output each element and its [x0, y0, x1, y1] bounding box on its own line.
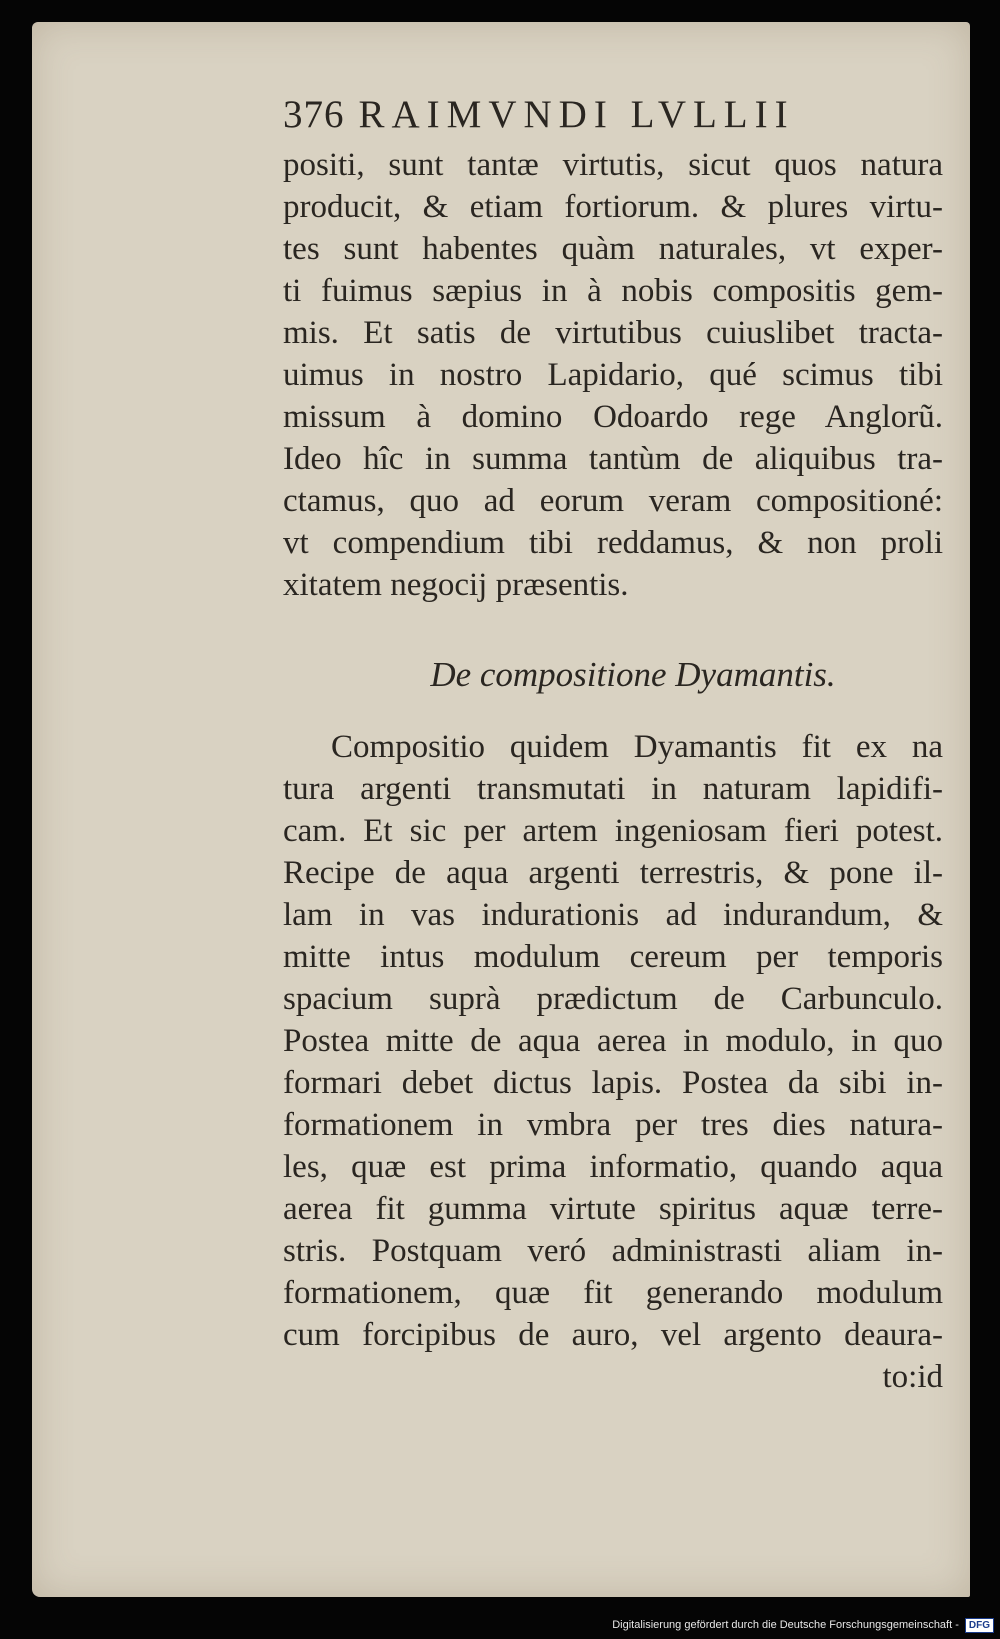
text-line: les, quæ est prima informatio, quando aqua [283, 1149, 943, 1185]
running-title: RAIMVNDI LVLLII [358, 93, 795, 136]
text-line: uimus in nostro Lapidario, qué scimus tibi [283, 357, 943, 393]
text-line: tes sunt habentes quàm naturales, vt exper- [283, 231, 943, 267]
dfg-logo: DFG [965, 1618, 994, 1633]
text-line: producit, & etiam fortiorum. & plures virtu- [283, 189, 943, 225]
text-line: spacium suprà prædictum de Carbunculo. [283, 981, 943, 1017]
text-line: Recipe de aqua argenti terrestris, & pone il- [283, 855, 943, 891]
page-number: 376 [283, 93, 345, 136]
text-line: positi, sunt tantæ virtutis, sicut quos natura [283, 147, 943, 183]
text-line: mitte intus modulum cereum per temporis [283, 939, 943, 975]
digitization-footer [612, 1615, 994, 1635]
text-line: missum à domino Odoardo rege Anglorũ. [283, 399, 943, 435]
text-line: xitatem negocij præsentis. [283, 567, 629, 603]
paragraph-top [283, 144, 943, 606]
text-line: ti fuimus sæpius in à nobis compositis gem- [283, 273, 943, 309]
text-line: tura argenti transmutati in naturam lapidifi- [283, 771, 943, 807]
text-line: mis. Et satis de virtutibus cuiuslibet tracta- [283, 315, 943, 351]
text-line: vt compendium tibi reddamus, & non proli [283, 525, 943, 561]
paragraph-bottom [283, 726, 943, 1398]
running-head [283, 88, 943, 142]
text-line: Postea mitte de aqua aerea in modulo, in quo [283, 1023, 943, 1059]
text-line: stris. Postquam veró administrasti aliam in- [283, 1233, 943, 1269]
text-line: formari debet dictus lapis. Postea da sibi in- [283, 1065, 943, 1101]
text-line: cam. Et sic per artem ingeniosam fieri potest. [283, 813, 943, 849]
text-line: formationem, quæ fit generando modulum [283, 1275, 943, 1311]
text-line: aerea fit gumma virtute spiritus aquæ terre- [283, 1191, 943, 1227]
text-line: formationem in vmbra per tres dies natura- [283, 1107, 943, 1143]
text-line: lam in vas indurationis ad indurandum, & [283, 897, 943, 933]
text-line: Compositio quidem Dyamantis fit ex na [331, 729, 943, 765]
text-line: ctamus, quo ad eorum veram compositioné: [283, 483, 943, 519]
text-line: cum forcipibus de auro, vel argento deaura- [283, 1317, 943, 1353]
text-line: Ideo hîc in summa tantùm de aliquibus tra- [283, 441, 943, 477]
footer-text: Digitalisierung gefördert durch die Deutsche Forschungsgemeinschaft - [612, 1619, 959, 1631]
section-heading: De compositione Dyamantis. [430, 655, 836, 694]
page-text [283, 88, 943, 1398]
catchword: to:id [882, 1359, 943, 1395]
